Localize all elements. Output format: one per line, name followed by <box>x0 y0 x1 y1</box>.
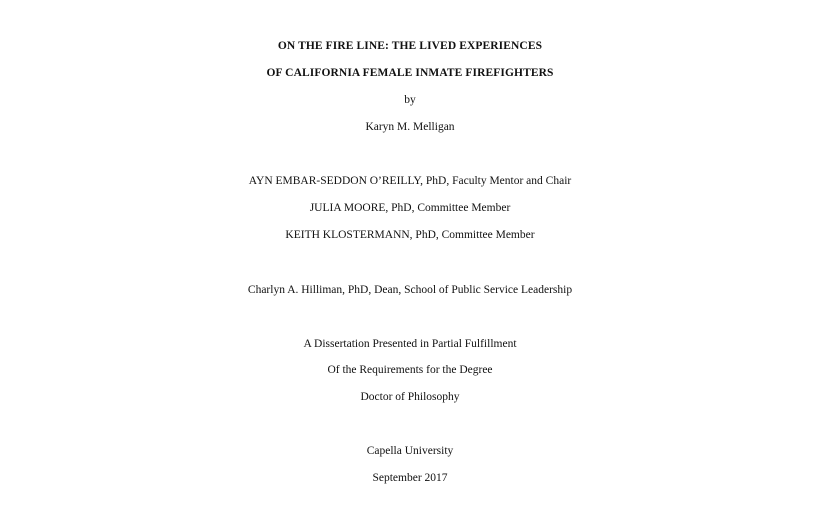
submission-date: September 2017 <box>372 472 448 484</box>
by-label: by <box>404 94 416 106</box>
institution-name: Capella University <box>366 445 454 457</box>
committee-chair: AYN EMBAR-SEDDON O’REILLY, PhD, Faculty Mentor and Chair <box>248 175 572 187</box>
statement-line: Of the Requirements for the Degree <box>327 364 493 376</box>
dean-line: Charlyn A. Hilliman, PhD, Dean, School of Public Service Leadership <box>247 284 573 296</box>
committee-member: JULIA MOORE, PhD, Committee Member <box>309 202 511 214</box>
dissertation-title-line-2: OF CALIFORNIA FEMALE INMATE FIREFIGHTERS <box>266 67 554 79</box>
dissertation-title-line-1: ON THE FIRE LINE: THE LIVED EXPERIENCES <box>277 40 543 52</box>
author-name: Karyn M. Melligan <box>365 121 455 133</box>
statement-line: A Dissertation Presented in Partial Fulfillment <box>303 338 517 350</box>
degree-name: Doctor of Philosophy <box>360 391 460 403</box>
committee-member: KEITH KLOSTERMANN, PhD, Committee Member <box>285 229 535 241</box>
